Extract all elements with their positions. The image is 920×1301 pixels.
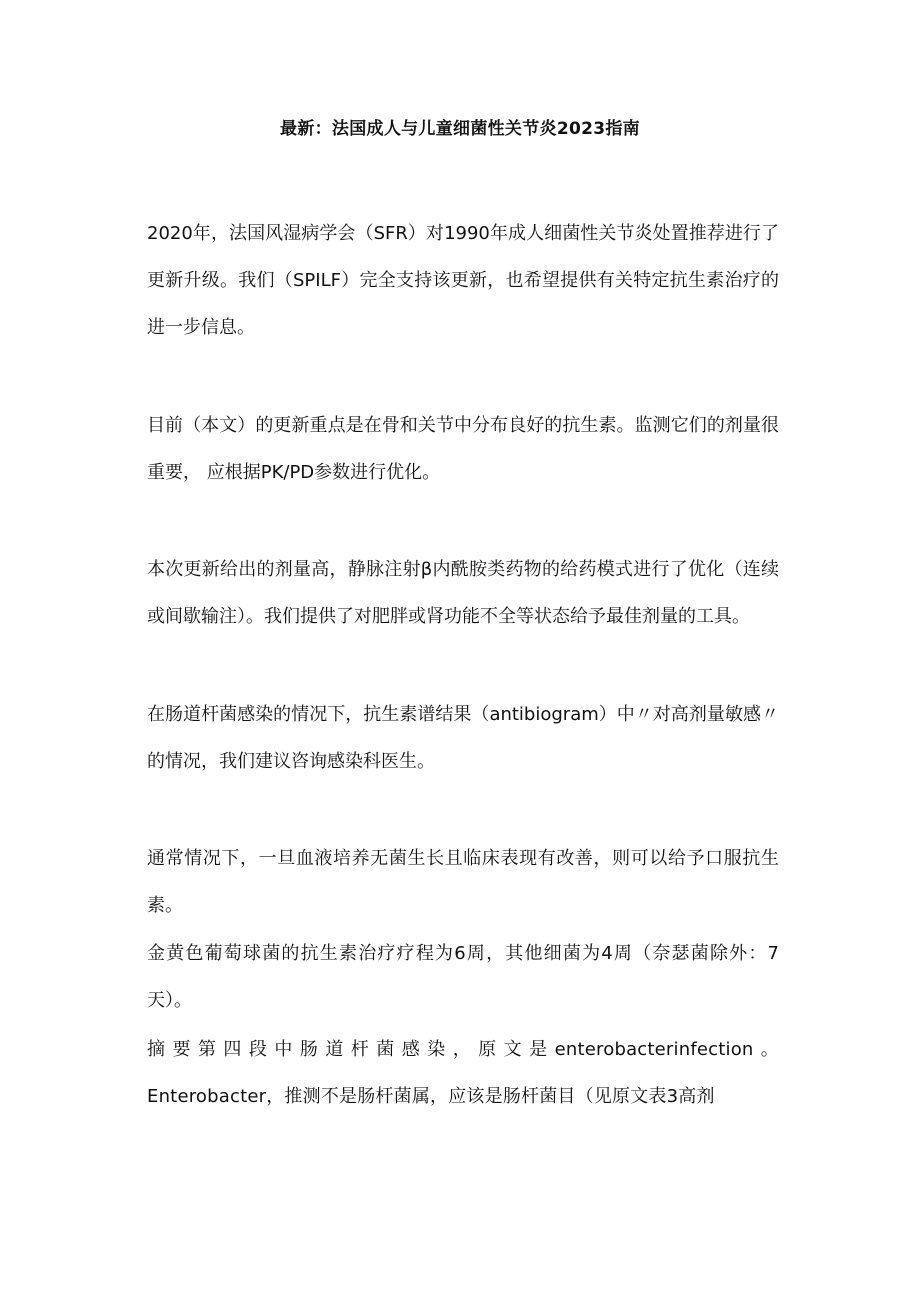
paragraph-6: 金黄色葡萄球菌的抗生素治疗疗程为6周，其他细菌为4周（奈瑟菌除外：7天）。 (147, 943, 779, 1011)
paragraph-7: 摘要第四段中肠道杆菌感染，原文是enterobacterinfection。Enterobacter，推测不是肠杆菌属，应该是肠杆菌目（见原文表3高剂 (147, 1039, 779, 1107)
document-title: 最新：法国成人与儿童细菌性关节炎2023指南 (280, 119, 640, 139)
paragraph-5: 通常情况下，一旦血液培养无菌生长且临床表现有改善，则可以给予口服抗生素。 (147, 848, 779, 916)
paragraph-1: 2020年，法国风湿病学会（SFR）对1990年成人细菌性关节炎处置推荐进行了更新升级。我们（SPILF）完全支持该更新，也希望提供有关特定抗生素治疗的进一步信息。 (147, 223, 779, 338)
paragraph-4: 在肠道杆菌感染的情况下，抗生素谱结果（antibiogram）中〃对高剂量敏感〃的情况，我们建议咨询感染科医生。 (147, 704, 779, 772)
paragraph-2: 目前（本文）的更新重点是在骨和关节中分布良好的抗生素。监测它们的剂量很重要， 应根据PK/PD参数进行优化。 (147, 415, 779, 483)
paragraph-3: 本次更新给出的剂量高，静脉注射β内酰胺类药物的给药模式进行了优化（连续或间歇输注）。我们提供了对肥胖或肾功能不全等状态给予最佳剂量的工具。 (147, 559, 779, 627)
